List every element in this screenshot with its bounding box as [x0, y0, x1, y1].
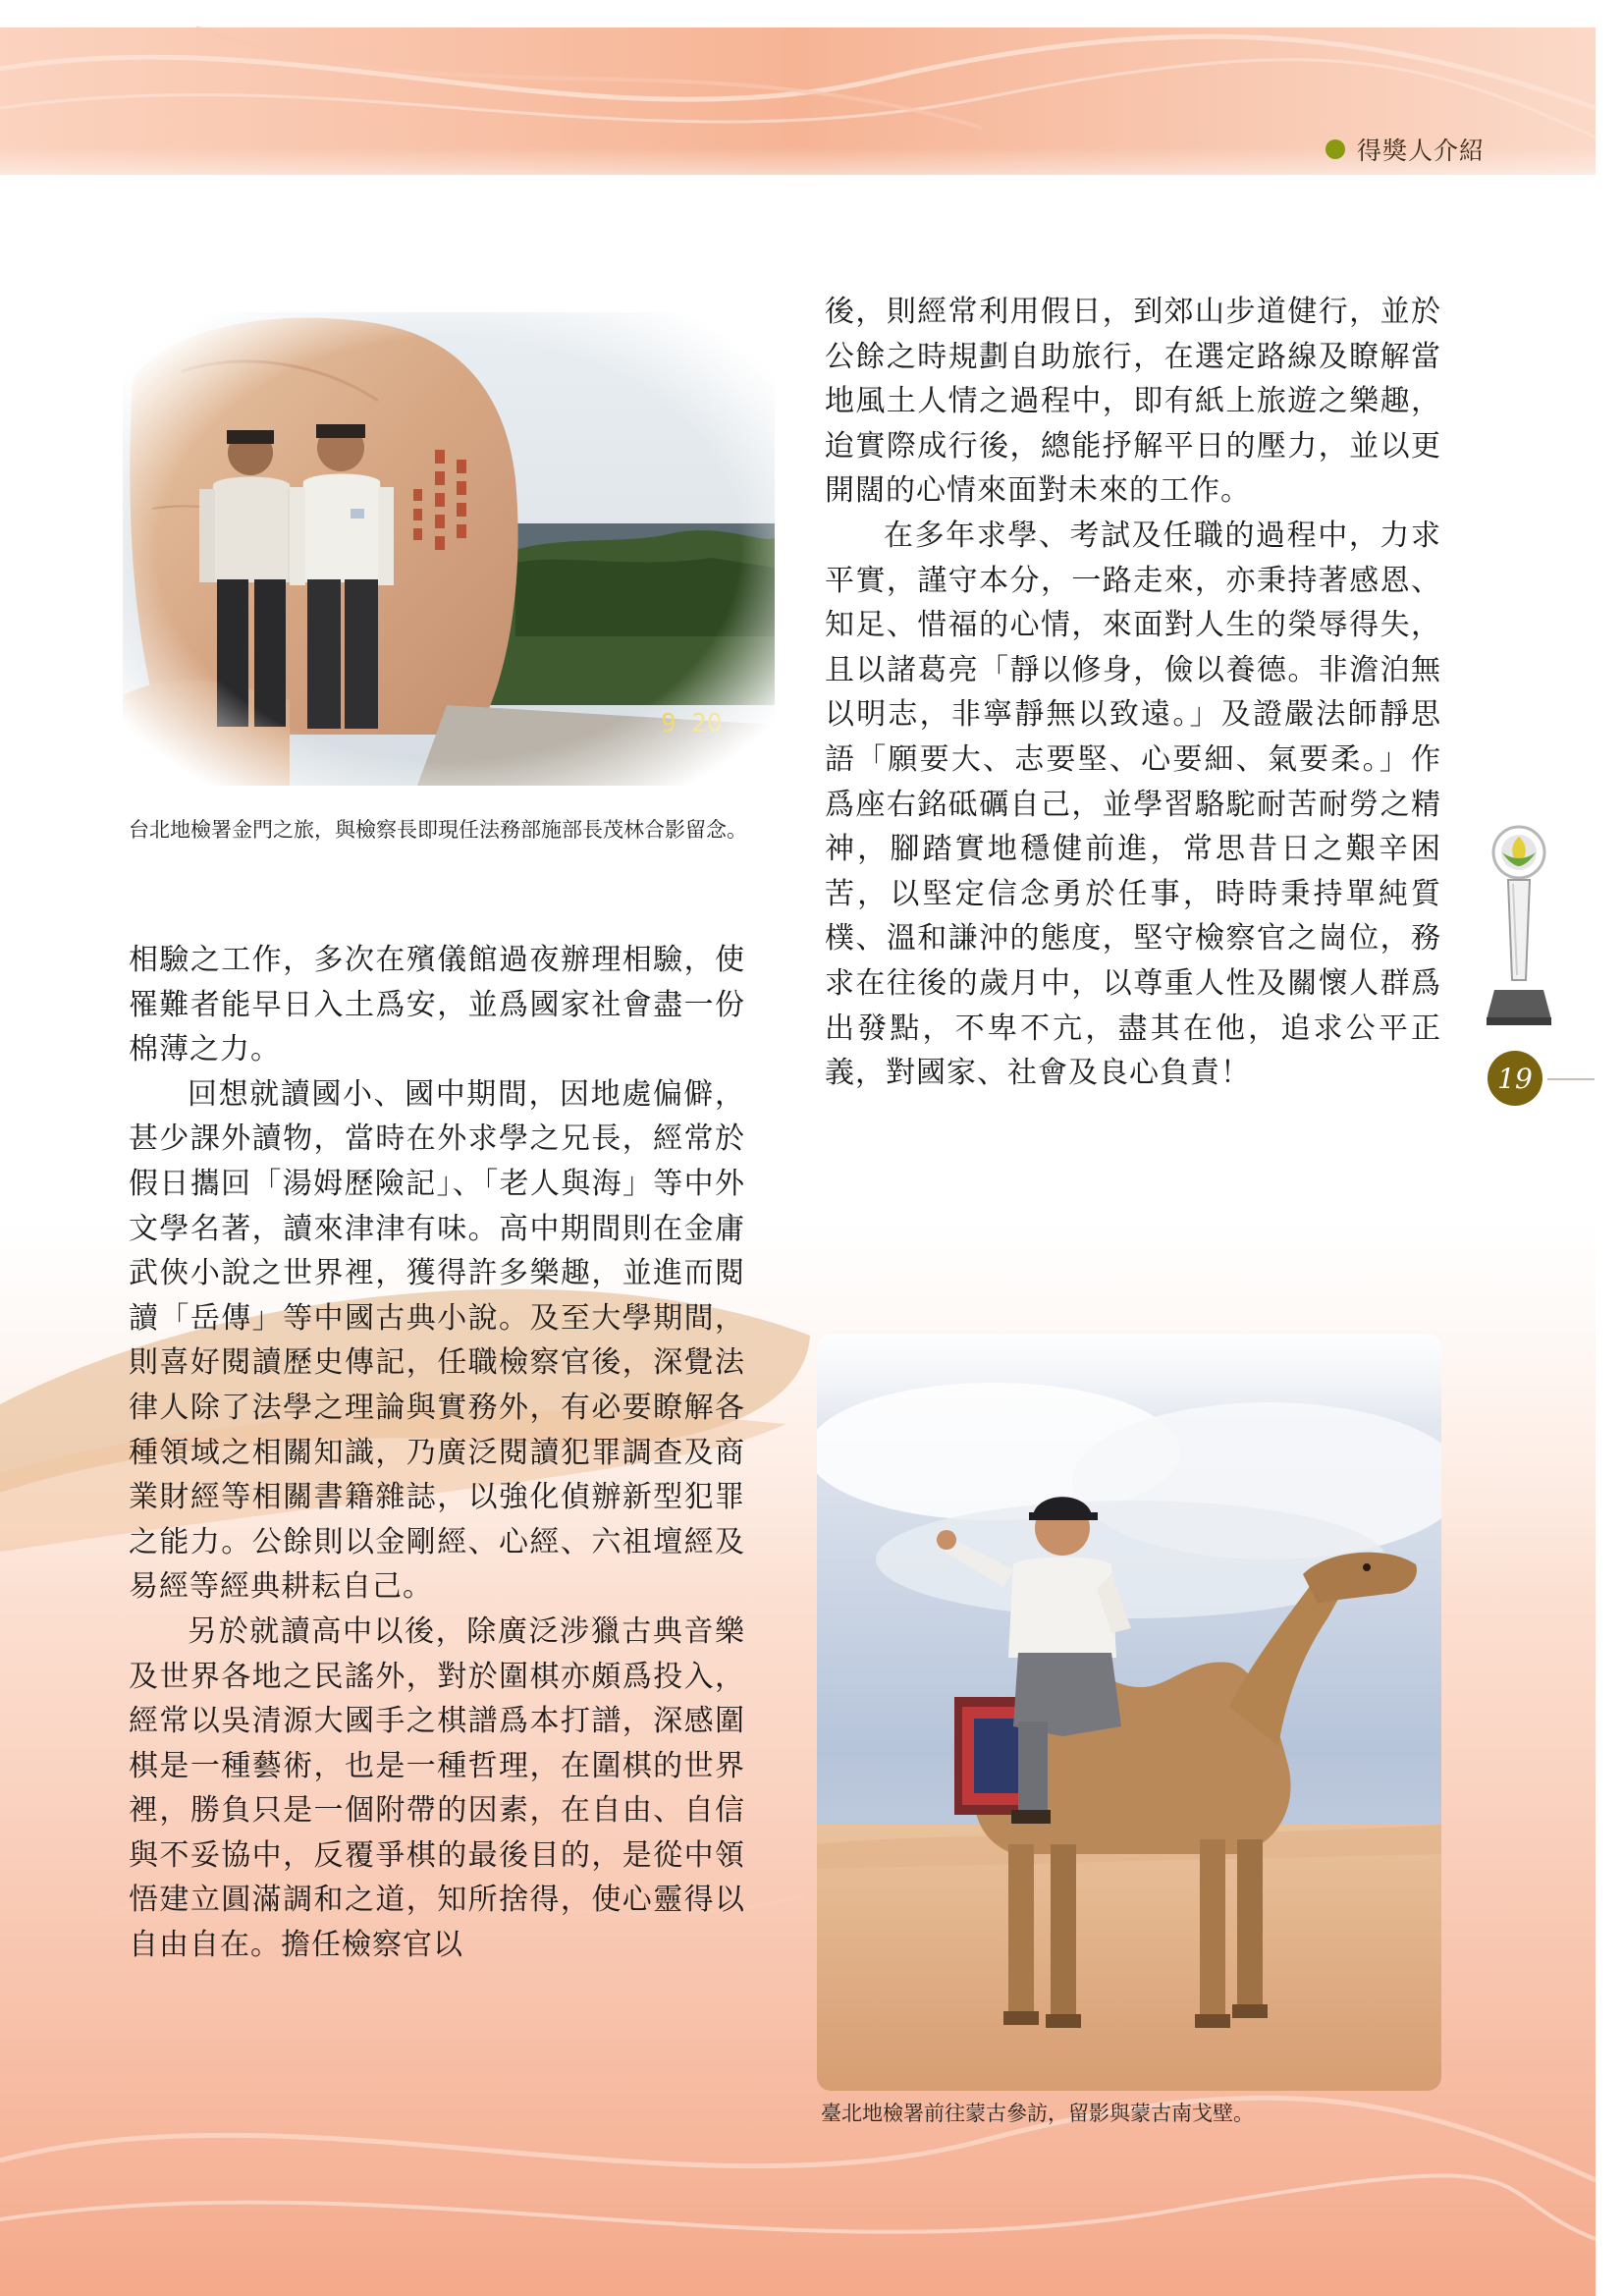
right-column-text: [825, 290, 1441, 1096]
photo-1-caption: 台北地檢署金門之旅，與檢察長即現任法務部施部長茂林合影留念。: [129, 818, 747, 842]
photo-kinmen-rock: [123, 312, 775, 786]
olive-dot-icon: [1325, 139, 1345, 159]
section-label-text: 得獎人介紹: [1357, 137, 1486, 165]
left-paragraph: 相驗之工作，多次在殯儀館過夜辦理相驗，使罹難者能早日入土爲安，並爲國家社會盡一份棉薄之力。: [129, 943, 745, 1067]
section-label: [1325, 132, 1485, 167]
page-number-rule: [1547, 1078, 1595, 1080]
left-paragraph: 另於就讀高中以後，除廣泛涉獵古典音樂及世界各地之民謠外，對於圍棋亦頗爲投入，經常以吳清源大國手之棋譜爲本打譜，深感圍棋是一種藝術，也是一種哲理，在圍棋的世界裡，勝負只是一個附帶的因素，在自由、自信與不妥協中，反覆爭棋的最後目的，是從中領悟建立圓滿調和之道，知所捨得，使心靈得以自由自在。擔任檢察官以: [129, 1613, 745, 1963]
right-paragraph: 後，則經常利用假日，到郊山步道健行，並於公餘之時規劃自助旅行，在選定路線及瞭解當地風土人情之過程中，即有紙上旅遊之樂趣，迨實際成行後，總能抒解平日的壓力，並以更開闊的心情來面對未來的工作。: [825, 295, 1441, 509]
right-paragraph: 在多年求學、考試及任職的過程中，力求平實，謹守本分，一路走來，亦秉持著感恩、知足、惜福的心情，來面對人生的榮辱得失，且以諸葛亮「靜以修身，儉以養德。非澹泊無以明志，非寧靜無以致遠。」及證嚴法師靜思語「願要大、志要堅、心要細、氣要柔。」作爲座右銘砥礪自己，並學習駱駝耐苦耐勞之精神，腳踏實地穩健前進，常思昔日之艱辛困苦，以堅定信念勇於任事，時時秉持單純質樸、溫和謙沖的態度，堅守檢察官之崗位，務求在往後的歲月中，以尊重人性及關懷人群爲出發點，不卑不亢，盡其在他，追求公平正義，對國家、社會及良心負責！: [825, 518, 1441, 1091]
left-column-text: [129, 938, 745, 1968]
photo-gobi-camel: [817, 1334, 1441, 2091]
photo-2-caption: 臺北地檢署前往蒙古參訪，留影與蒙古南戈壁。: [821, 2102, 1254, 2125]
page-number-badge: 19: [1488, 1051, 1542, 1106]
award-trophy-icon: [1481, 823, 1557, 1029]
left-paragraph: 回想就讀國小、國中期間，因地處偏僻，甚少課外讀物，當時在外求學之兄長，經常於假日攜回「湯姆歷險記」、「老人與海」等中外文學名著，讀來津津有味。高中期間則在金庸武俠小說之世界裡，獲得許多樂趣，並進而閱讀「岳傳」等中國古典小說。及至大學期間，則喜好閱讀歷史傳記，任職檢察官後，深覺法律人除了法學之理論與實務外，有必要瞭解各種領域之相關知識，乃廣泛閱讀犯罪調查及商業財經等相關書籍雜誌，以強化偵辦新型犯罪之能力。公餘則以金剛經、心經、六祖壇經及易經等經典耕耘自己。: [129, 1076, 745, 1605]
